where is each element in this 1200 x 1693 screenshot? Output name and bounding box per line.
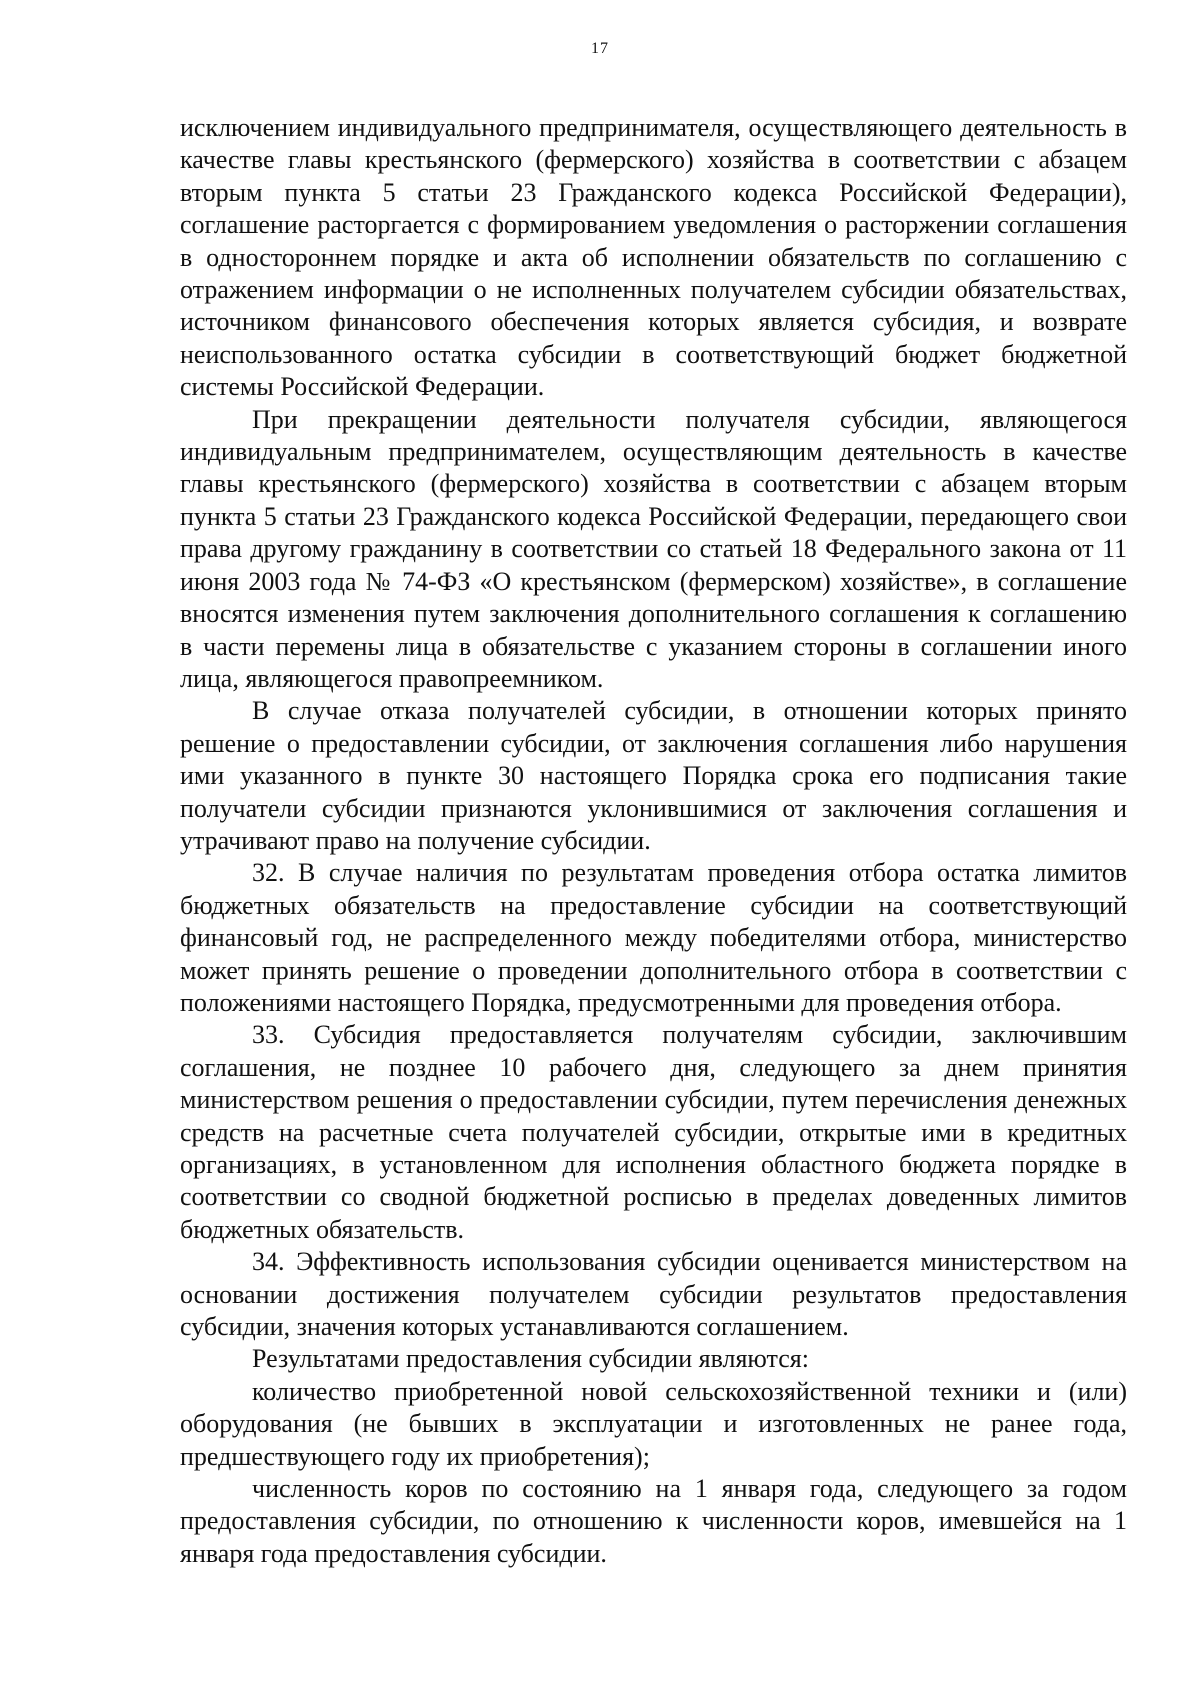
- paragraph-item-33: 33. Субсидия предоставляется получателям субсидии, заключившим соглашения, не позднее 10 рабочего дня, следующего за днем принятия министерством решения о предоставлении субсидии, путем перечисления денежных средств на расчетные счета получателей субсидии, открытые ими в кредитных организациях, в установленном для исполнения областного бюджета порядке в соответствии со сводной бюджетной росписью в пределах доведенных лимитов бюджетных обязательств.: [180, 1020, 1127, 1244]
- paragraph-result-cows: численность коров по состоянию на 1 января года, следующего за годом предоставления субсидии, по отношению к численности коров, имевшейся на 1 января года предоставления субсидии.: [180, 1474, 1127, 1568]
- paragraph-termination-ip: При прекращении деятельности получателя субсидии, являющегося индивидуальным предпринимателем, осуществляющим деятельность в качестве главы крестьянского (фермерского) хозяйства в соответствии с абзацем вторым пункта 5 статьи 23 Гражданского кодекса Российской Федерации, передающего свои права другому гражданину в соответствии со статьей 18 Федерального закона от 11 июня 2003 года № 74-ФЗ «О крестьянском (фермерском) хозяйстве», в соглашение вносятся изменения путем заключения дополнительного соглашения к соглашению в части перемены лица в обязательстве с указанием стороны в соглашении иного лица, являющегося правопреемником.: [180, 404, 1127, 693]
- page-number: 17: [591, 40, 609, 57]
- document-body: [180, 112, 1127, 1570]
- paragraph-continuation: исключением индивидуального предпринимателя, осуществляющего деятельность в качестве главы крестьянского (фермерского) хозяйства в соответствии с абзацем вторым пункта 5 статьи 23 Гражданского кодекса Российской Федерации), соглашение расторгается с формированием уведомления о расторжении соглашения в одностороннем порядке и акта об исполнении обязательств по соглашению с отражением информации о не исполненных получателем субсидии обязательствах, источником финансового обеспечения которых является субсидия, и возврате неиспользованного остатка субсидии в соответствующий бюджет бюджетной системы Российской Федерации.: [180, 113, 1127, 402]
- paragraph-refusal: В случае отказа получателей субсидии, в отношении которых принято решение о предоставлении субсидии, от заключения соглашения либо нарушения ими указанного в пункте 30 настоящего Порядка срока его подписания такие получатели субсидии признаются уклонившимися от заключения соглашения и утрачивают право на получение субсидии.: [180, 696, 1127, 855]
- paragraph-item-34: 34. Эффективность использования субсидии оценивается министерством на основании достижения получателем субсидии результатов предоставления субсидии, значения которых устанавливаются соглашением.: [180, 1247, 1127, 1342]
- paragraph-item-32: 32. В случае наличия по результатам проведения отбора остатка лимитов бюджетных обязательств на предоставление субсидии на соответствующий финансовый год, не распределенного между победителями отбора, министерство может принять решение о проведении дополнительного отбора в соответствии с положениями настоящего Порядка, предусмотренными для проведения отбора.: [180, 858, 1127, 1017]
- paragraph-result-equipment: количество приобретенной новой сельскохозяйственной техники и (или) оборудования (не бывших в эксплуатации и изготовленных не ранее года, предшествующего году их приобретения);: [180, 1376, 1127, 1471]
- paragraph-results-intro: Результатами предоставления субсидии являются:: [252, 1344, 809, 1374]
